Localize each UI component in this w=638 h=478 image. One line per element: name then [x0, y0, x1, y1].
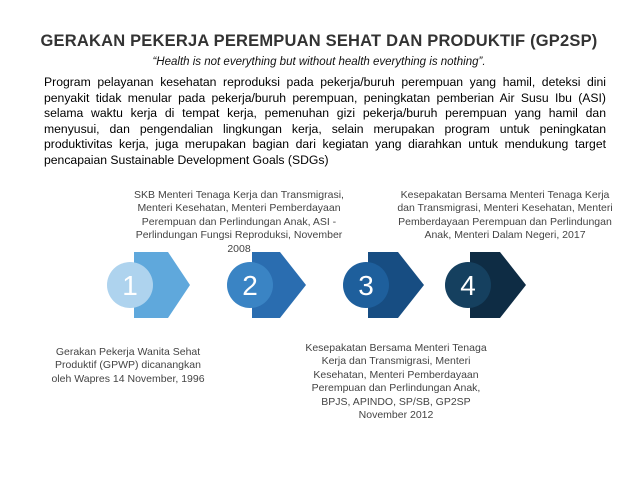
step-4-number: 4 [460, 270, 476, 301]
step-3-description: Kesepakatan Bersama Menteri Tenaga Kerja dan Transmigrasi, Menteri Kesehatan, Menteri Pemberdayaan Perempuan dan Perlindungan Anak, BPJS, APINDO, SP/SB, GP2SP November 2012 [305, 342, 487, 422]
intro-paragraph: Program pelayanan kesehatan reproduksi pada pekerja/buruh perempuan yang hamil, deteksi dini penyakit tidak menular pada pekerja/buruh perempuan, peningkatan pemberian Air Susu Ibu (ASI) selama waktu kerja di tempat kerja, pemenuhan gizi pekerja/buruh perempuan yang hamil dan menyusui, dan pengendalian lingkungan kerja, selain merupakan program untuk peningkatan produktivitas kerja, juga merupakan bagian dari kegiatan yang diarahkan untuk mendukung target pencapaian Sustainable Development Goals (SDGs) [44, 75, 606, 167]
page-title: GERAKAN PEKERJA PEREMPUAN SEHAT DAN PRODUKTIF (GP2SP) [40, 32, 598, 50]
step-3-number: 3 [358, 270, 374, 301]
step-1-number: 1 [122, 270, 138, 301]
step-2-number: 2 [242, 270, 258, 301]
step-1-description: Gerakan Pekerja Wanita Sehat Produktif (GPWP) dicanangkan oleh Wapres 14 November, 1996 [51, 346, 205, 385]
step-2-description: SKB Menteri Tenaga Kerja dan Transmigrasi, Menteri Kesehatan, Menteri Pemberdayaan Perempuan dan Perlindungan Anak, ASI - Perlindungan Fungsi Reproduksi, November 2008 [134, 189, 344, 255]
quote: “Health is not everything but without health everything is nothing”. [152, 56, 486, 68]
step-4-description: Kesepakatan Bersama Menteri Tenaga Kerja dan Transmigrasi, Menteri Kesehatan, Menteri Pemberdayaan Perempuan dan Perlindungan Anak, Menteri Dalam Negeri, 2017 [397, 189, 613, 242]
